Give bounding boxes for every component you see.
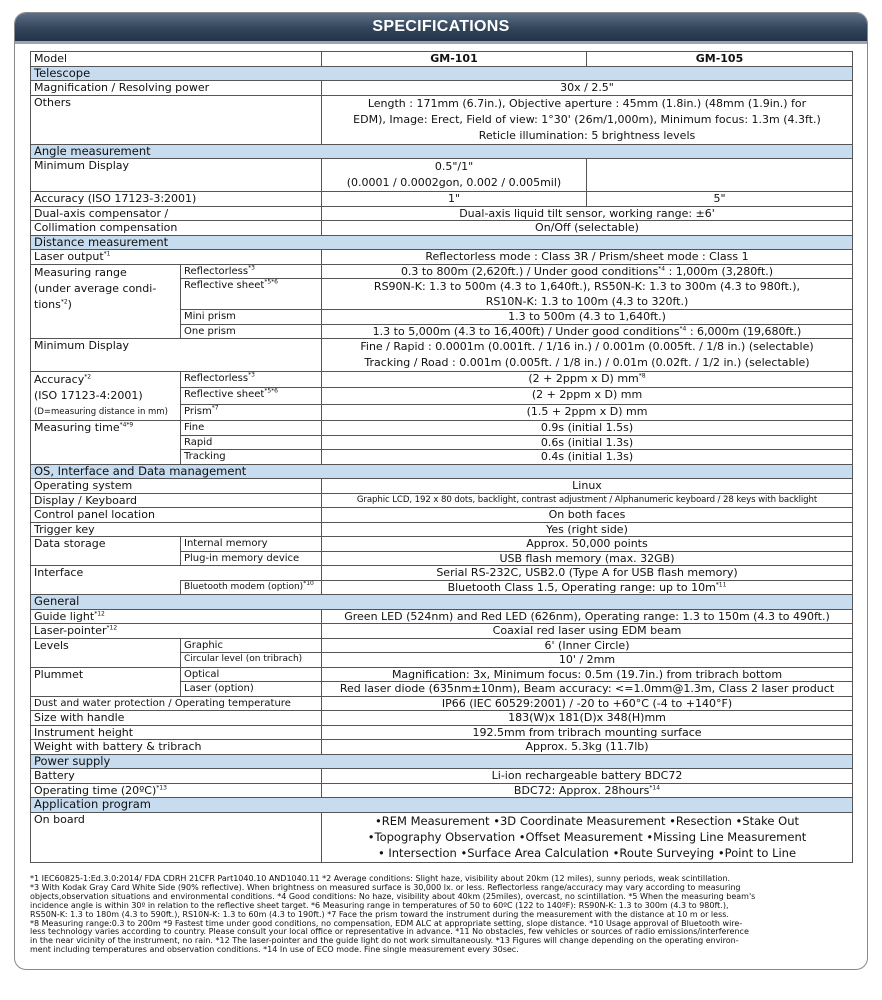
sub-label: Internal memory — [181, 537, 322, 552]
footnote-ref: *11 — [715, 580, 727, 588]
section-title: Application program — [31, 798, 853, 813]
footnote: ment including temperatures and observation conditions. *14 In use of ECO mode. Fine single measurement every 30sec. — [30, 945, 519, 955]
label-text: Laser-pointer — [34, 624, 107, 637]
row-value: USB flash memory (max. 32GB) — [322, 551, 853, 566]
label-text: Prism — [184, 405, 212, 417]
row-value: 183(W)x 181(D)x 348(H)mm — [322, 711, 853, 726]
row-value — [322, 159, 587, 192]
row-label: Weight with battery & tribrach — [31, 740, 322, 755]
sub-label: Fine — [181, 421, 322, 436]
row-value — [322, 95, 853, 144]
row-value: Graphic LCD, 192 x 80 dots, backlight, contrast adjustment / Alphanumeric keyboard / 28 keys with backlight — [322, 493, 853, 508]
page-title: SPECIFICATIONS — [372, 18, 510, 35]
row-label — [31, 264, 181, 339]
sub-label — [181, 279, 322, 310]
footnote: *8 Measuring range:0.3 to 200m *9 Fastest time under good conditions, no compensation, EDM ALC at appropriate setting, slope distance. *10 Usage approval of Bluetooth wire- — [30, 918, 743, 928]
row-value: RS90N-K: 1.3 to 500m (4.3 to 1,640ft.), RS50N-K: 1.3 to 300m (4.3 to 980ft.), — [322, 279, 853, 295]
row-label: Levels — [31, 638, 181, 667]
label-line: (D=measuring distance in mm) — [34, 407, 168, 417]
table-row — [31, 221, 853, 236]
section-title: Power supply — [31, 754, 853, 769]
row-label: Others — [31, 95, 322, 144]
row-value: 30x / 2.5" — [322, 81, 853, 96]
label-line: Measuring range — [34, 265, 127, 279]
table-row — [31, 493, 853, 508]
footnote-ref: *8 — [638, 372, 646, 380]
table-row — [31, 522, 853, 537]
row-value: (2 + 2ppm x D) mm — [322, 388, 853, 404]
value-text: : 6,000m (19,680ft.) — [686, 324, 802, 338]
value-line: • Intersection •Surface Area Calculation •Route Surveying •Point to Line — [377, 845, 797, 860]
label-text: Reflectorless — [184, 373, 249, 384]
footnote-ref: *1 — [103, 250, 111, 258]
row-label: Instrument height — [31, 725, 322, 740]
row-value: Serial RS-232C, USB2.0 (Type A for USB flash memory) — [322, 566, 853, 581]
sub-label: One prism — [181, 324, 322, 339]
sub-label: Rapid — [181, 435, 322, 450]
row-label-empty — [31, 580, 181, 595]
row-label: Dual-axis compensator / — [31, 206, 322, 221]
section-title: OS, Interface and Data management — [31, 464, 853, 479]
row-value: Green LED (524nm) and Red LED (626nm), Operating range: 1.3 to 150m (4.3 to 490ft.) — [322, 609, 853, 624]
label-text: Accuracy — [34, 373, 85, 386]
row-value — [322, 339, 853, 372]
row-value: 10' / 2mm — [322, 653, 853, 668]
label-text: ) — [67, 297, 72, 311]
row-value: Approx. 50,000 points — [322, 537, 853, 552]
table-row — [31, 696, 853, 711]
value-text: BDC72: Approx. 28hours — [513, 783, 650, 797]
header-banner — [15, 13, 867, 41]
label-line: (under average condi- — [34, 281, 157, 295]
sub-label: Tracking — [181, 450, 322, 465]
row-label: On board — [31, 812, 322, 862]
footnote-ref: *4 — [658, 264, 666, 272]
row-value — [322, 812, 853, 862]
sub-label: Graphic — [181, 638, 322, 653]
row-value: Approx. 5.3kg (11.7lb) — [322, 740, 853, 755]
row-value: Magnification: 3x, Minimum focus: 0.5m (19.7in.) from tribrach bottom — [322, 667, 853, 682]
sub-label — [181, 580, 322, 595]
table-row — [31, 339, 853, 372]
table-row — [31, 537, 853, 552]
value-line: Length : 171mm (6.7in.), Objective aperture : 45mm (1.8in.) (48mm (1.9in.) for — [367, 96, 807, 110]
row-value — [322, 324, 853, 339]
value-text: Bluetooth Class 1.5, Operating range: up to 10m — [447, 580, 716, 594]
row-label: Control panel location — [31, 508, 322, 523]
section-application — [31, 798, 853, 813]
row-value: 0.6s (initial 1.3s) — [322, 435, 853, 450]
row-label: Minimum Display — [31, 159, 322, 192]
value-line: Reticle illumination: 5 brightness levels — [478, 128, 696, 142]
row-value: IP66 (IEC 60529:2001) / -20 to +60°C (-4 to +140°F) — [322, 696, 853, 711]
sub-label: Mini prism — [181, 310, 322, 325]
row-value: 0.9s (initial 1.5s) — [322, 421, 853, 436]
footnote: incidence angle is within 30º in relation to the reflective sheet target. *6 Measuring range in temperatures of 50 to 60ºC (122 to 140ºF): RS90N-K: 1.3 to 300m (4.3 to 980ft.), — [30, 900, 729, 910]
row-label: Dust and water protection / Operating temperature — [31, 696, 322, 711]
row-value: Red laser diode (635nm±10nm), Beam accuracy: <=1.0mm@1.3m, Class 2 laser product — [322, 682, 853, 697]
label-text: Laser output — [34, 250, 104, 263]
footnote-ref: *14 — [649, 783, 661, 791]
value-line: Fine / Rapid : 0.0001m (0.001ft. / 1/16 in.) / 0.001m (0.005ft. / 1/8 in.) (selectable) — [360, 340, 814, 353]
row-value: 5" — [587, 192, 853, 207]
row-value-empty — [587, 159, 853, 192]
section-power — [31, 754, 853, 769]
table-row — [31, 711, 853, 726]
footnote-ref: *3 — [248, 371, 255, 379]
footnote: *1 IEC60825-1:Ed.3.0:2014/ FDA CDRH 21CFR Part1040.10 AND1040.11 *2 Average conditions: Slight haze, visibility about 20km (12 miles), sunny periods, weak scintillation. — [30, 874, 731, 883]
label-line — [34, 297, 177, 313]
table-row — [31, 206, 853, 221]
value-line: (0.0001 / 0.0002gon, 0.002 / 0.005mil) — [346, 176, 562, 189]
row-value: 1.3 to 500m (4.3 to 1,640ft.) — [322, 310, 853, 325]
table-row — [31, 421, 853, 436]
row-label: Data storage — [31, 537, 181, 566]
row-value: On both faces — [322, 508, 853, 523]
section-general — [31, 595, 853, 610]
value-text: (2 + 2ppm x D) mm — [528, 372, 639, 385]
row-label: Operating system — [31, 479, 322, 494]
row-value — [322, 372, 853, 388]
label-text: Operating time (20ºC) — [34, 783, 157, 797]
footnotes — [30, 875, 856, 955]
row-value — [322, 580, 853, 595]
table-row — [31, 624, 853, 639]
row-value: 1" — [322, 192, 587, 207]
section-angle — [31, 144, 853, 159]
value-line: •Topography Observation •Offset Measurement •Missing Line Measurement — [367, 829, 807, 844]
footnote-ref: *5*6 — [264, 278, 278, 286]
spec-table — [30, 51, 853, 863]
label-text: Reflective sheet — [184, 389, 265, 401]
label-text: Guide light — [34, 609, 95, 623]
value-line: •REM Measurement •3D Coordinate Measurement •Resection •Stake Out — [374, 813, 799, 828]
row-value — [322, 783, 853, 798]
model-row — [31, 52, 853, 67]
row-label: Minimum Display — [31, 339, 322, 372]
footnote-ref: *12 — [106, 624, 118, 632]
row-label — [31, 624, 322, 639]
table-row — [31, 95, 853, 144]
row-label: Trigger key — [31, 522, 322, 537]
label-text: Measuring time — [34, 421, 120, 434]
section-title: General — [31, 595, 853, 610]
sub-label — [181, 264, 322, 279]
value-line: EDM), Image: Erect, Field of view: 1°30' (26m/1,000m), Minimum focus: 1.3m (4.3ft.) — [353, 112, 821, 126]
label-text: tions — [34, 297, 61, 311]
footnote-ref: *4 — [679, 324, 687, 332]
value-line: 0.5"/1" — [434, 160, 474, 173]
footnote-ref: *5*6 — [264, 388, 278, 395]
spec-sheet — [14, 12, 868, 970]
model-gm101: GM-101 — [322, 52, 587, 67]
row-label: Battery — [31, 769, 322, 784]
sub-label: Optical — [181, 667, 322, 682]
footnote: RS50N-K: 1.3 to 180m (4.3 to 590ft.), RS10N-K: 1.3 to 60m (4.3 to 190ft.) *7 Face the prism toward the instrument during the measurement with the distance at 10 m or less. — [30, 909, 729, 919]
footnote-ref: *13 — [156, 783, 167, 791]
section-os — [31, 464, 853, 479]
row-value — [322, 264, 853, 279]
table-row — [31, 667, 853, 682]
section-title: Telescope — [31, 66, 853, 81]
row-value: 0.4s (initial 1.3s) — [322, 450, 853, 465]
footnote-ref: *2 — [60, 297, 68, 305]
section-telescope — [31, 66, 853, 81]
table-row — [31, 725, 853, 740]
row-label — [31, 609, 322, 624]
sub-label: Laser (option) — [181, 682, 322, 697]
row-value: 6' (Inner Circle) — [322, 638, 853, 653]
label-text: Reflectorless — [184, 265, 249, 277]
row-value: 192.5mm from tribrach mounting surface — [322, 725, 853, 740]
row-value: Yes (right side) — [322, 522, 853, 537]
sub-label — [181, 388, 322, 404]
section-title: Distance measurement — [31, 235, 853, 250]
label-line: (ISO 17123-4:2001) — [34, 389, 143, 402]
row-label: Plummet — [31, 667, 181, 696]
footnote-ref: *3 — [248, 264, 255, 272]
table-row — [31, 740, 853, 755]
value-line: Tracking / Road : 0.001m (0.005ft. / 1/8 in.) / 0.01m (0.02ft. / 1/2 in.) (selectable) — [364, 356, 810, 369]
label-text: Reflective sheet — [184, 280, 265, 291]
table-row — [31, 192, 853, 207]
value-text: 1.3 to 5,000m (4.3 to 16,400ft) / Under good conditions — [372, 324, 680, 338]
value-text: : 1,000m (3,280ft.) — [665, 264, 774, 278]
sub-label — [181, 404, 322, 420]
footnote-ref: *7 — [211, 404, 219, 412]
table-row — [31, 812, 853, 862]
sub-label — [181, 372, 322, 388]
row-label — [31, 421, 181, 465]
sub-label: Circular level (on tribrach) — [181, 653, 322, 668]
table-row — [31, 638, 853, 653]
table-row — [31, 609, 853, 624]
table-row — [31, 580, 853, 595]
table-row — [31, 159, 853, 192]
table-row — [31, 81, 853, 96]
row-value: RS10N-K: 1.3 to 100m (4.3 to 320ft.) — [322, 294, 853, 310]
model-gm105: GM-105 — [587, 52, 853, 67]
table-row — [31, 250, 853, 265]
row-label: Magnification / Resolving power — [31, 81, 322, 96]
row-label: Interface — [31, 566, 322, 581]
table-row — [31, 769, 853, 784]
section-distance — [31, 235, 853, 250]
footnote: in the near vicinity of the instrument, no rain. *12 The laser-pointer and the guide light do not work simultaneously. *13 Figures will change depending on the operating environ- — [30, 936, 739, 946]
table-row — [31, 783, 853, 798]
label-line — [34, 372, 177, 388]
footnote: *3 With Kodak Gray Card White Side (90% reflective). When brightness on measured surface is 30,000 lx. or less. Reflectorless range/accuracy may vary according to measuring — [30, 882, 741, 892]
footnote: objects,observation situations and environmental conditions. *4 Good conditions: No haze, visibility about 40km (25miles), overcast, no scintillation. *5 When the measuring beam's — [30, 891, 756, 901]
row-value: Coaxial red laser using EDM beam — [322, 624, 853, 639]
table-row — [31, 264, 853, 279]
row-label — [31, 250, 322, 265]
row-value: Linux — [322, 479, 853, 494]
row-value: Li-ion rechargeable battery BDC72 — [322, 769, 853, 784]
row-label: Size with handle — [31, 711, 322, 726]
row-value: Dual-axis liquid tilt sensor, working range: ±6' — [322, 206, 853, 221]
value-text: 0.3 to 800m (2,620ft.) / Under good conditions — [400, 264, 659, 278]
row-label: Accuracy (ISO 17123-3:2001) — [31, 192, 322, 207]
footnote-ref: *12 — [94, 609, 105, 617]
footnote: less technology varies according to country. Please consult your local office or representative in advance. *11 No obstacles, few vehicles or sources of radio emissions/interference — [30, 927, 749, 937]
row-label: Collimation compensation — [31, 221, 322, 236]
table-row — [31, 479, 853, 494]
row-label: Display / Keyboard — [31, 493, 322, 508]
footnote-ref: *10 — [303, 580, 314, 587]
footnote-ref: *2 — [84, 373, 92, 381]
footnote-ref: *4*9 — [119, 421, 134, 429]
row-value: Reflectorless mode : Class 3R / Prism/sheet mode : Class 1 — [322, 250, 853, 265]
table-row — [31, 566, 853, 581]
label-text: Bluetooth modem (option) — [184, 581, 304, 592]
row-value: On/Off (selectable) — [322, 221, 853, 236]
model-label: Model — [31, 52, 322, 67]
table-row — [31, 372, 853, 388]
row-value: (1.5 + 2ppm x D) mm — [322, 404, 853, 420]
section-title: Angle measurement — [31, 144, 853, 159]
sub-label: Plug-in memory device — [181, 551, 322, 566]
table-row — [31, 508, 853, 523]
row-label — [31, 783, 322, 798]
row-label — [31, 372, 181, 421]
